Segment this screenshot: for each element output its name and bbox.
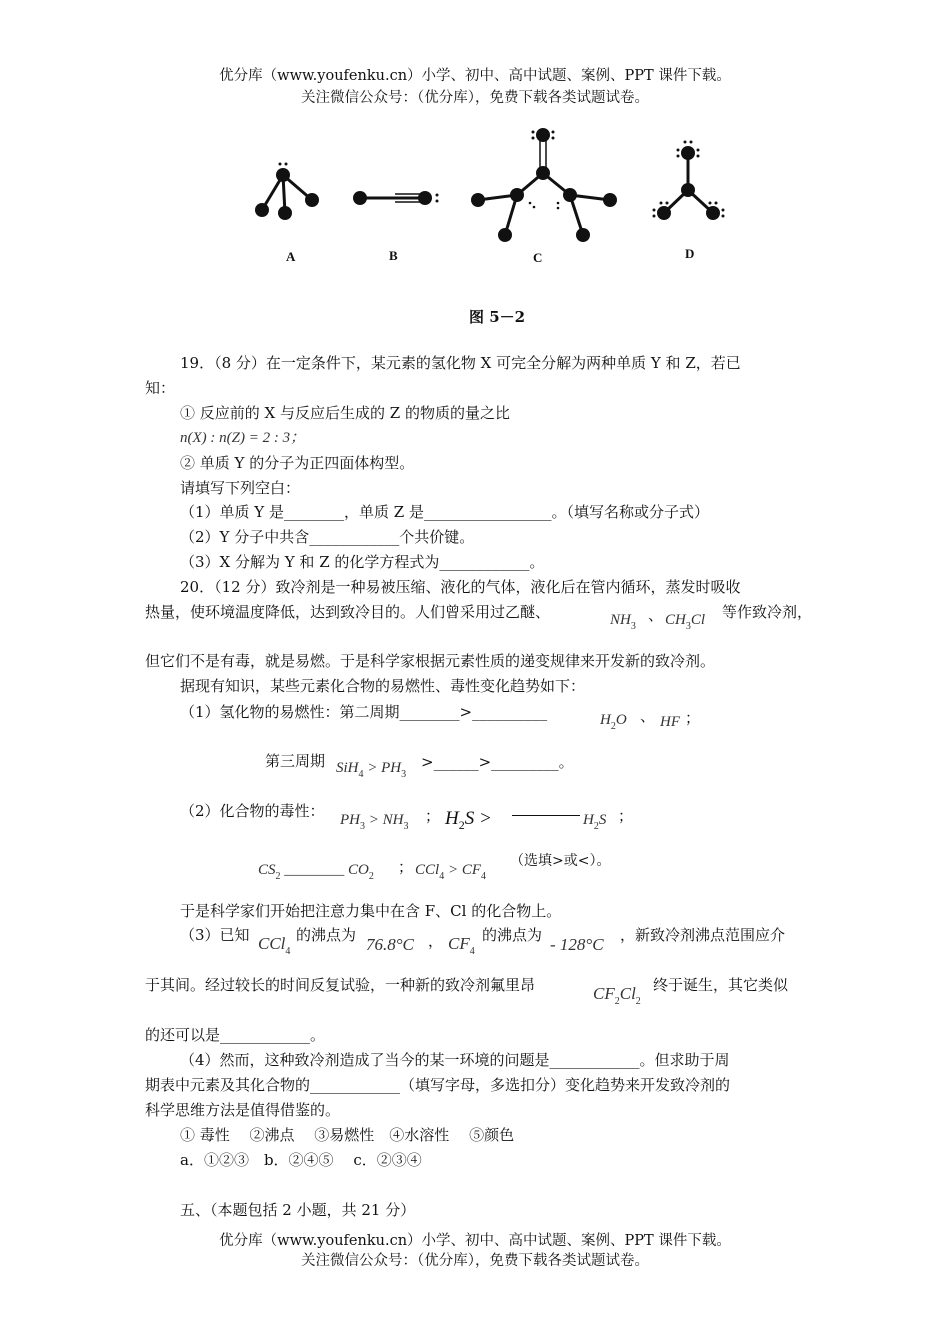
formula-h2s-large: $H_2S$ > — [445, 808, 492, 832]
q20-line-2a: 热量，使环境温度降低，达到致冷目的。人们曾采用过乙醚、 — [145, 603, 551, 621]
q20-part-4c: 科学思维方法是值得借鉴的。 — [145, 1101, 341, 1119]
q20-part-3d: 的沸点为 — [482, 926, 543, 944]
q19-ratio: n(X) : n(Z) = 2 : 3； — [180, 430, 306, 446]
q20-line-3: 但它们不是有毒，就是易燃。于是科学家根据元素性质的递变规律来开发新的致冷剂。 — [145, 652, 716, 670]
q19-condition-1: ① 反应前的 X 与反应后生成的 Z 的物质的量之比 — [180, 404, 510, 422]
footer-line-2: 关注微信公众号：（优分库），免费下载各类试题试卷。 — [301, 1253, 649, 1269]
q20-part-3a: （3）已知 — [180, 926, 250, 944]
formula-ccl4: CCl$_4$ — [258, 934, 291, 957]
formula-nh3: $NH_3$ — [610, 612, 636, 632]
comma: ， — [428, 932, 444, 950]
q20-part-4b: 期表中元素及其化合物的____________（填写字母，多选扣分）变化趋势来开发致冷剂的 — [145, 1076, 731, 1094]
formula-ph3-nh3: $PH_3 > NH_3$ — [340, 812, 409, 832]
semicolon: ； — [685, 709, 701, 727]
formula-h2o: $H_2O$ — [600, 712, 627, 732]
q20-part-3e: ，新致冷剂沸点范围应介 — [620, 926, 786, 944]
q20-part-1: （1）氢化物的易燃性：第二周期________>__________ — [180, 703, 548, 721]
footer-line-1: 优分库（www.youfenku.cn）小学、初中、高中试题、案例、PPT 课件下载。 — [219, 1233, 731, 1249]
q20-line-4: 据现有知识，某些元素化合物的易燃性、毒性变化趋势如下： — [180, 677, 586, 695]
semicolon: ； — [618, 807, 634, 825]
q19-intro-1: 19．（8 分）在一定条件下，某元素的氢化物 X 可完全分解为两种单质 Y 和 Z，若已 — [180, 354, 741, 372]
q20-part-1-period3-blanks: >______>_________。 — [421, 753, 574, 771]
q20-options: ① 毒性 ②沸点 ③易燃性 ④水溶性 ⑤颜色 — [180, 1126, 515, 1144]
q20-part-3b: 的沸点为 — [296, 926, 357, 944]
q19-intro-2: 知： — [145, 379, 176, 397]
formula-ch3cl: $CH_3Cl$ — [665, 612, 706, 632]
molecule-figure — [0, 110, 950, 290]
formula-sih4-ph3: $SiH_4 > PH_3$ — [336, 760, 407, 780]
section-5-heading: 五、（本题包括 2 小题，共 21 分） — [180, 1201, 416, 1219]
semicolon: ； — [398, 858, 414, 876]
boiling-point-ccl4: 76.8°C — [366, 935, 414, 954]
figure-label-a: A — [286, 249, 296, 264]
formula-cs2-co2: $CS_2$ ________ $CO_2$ — [258, 862, 374, 882]
q19-part-2: （2）Y 分子中共含____________个共价键。 — [180, 528, 475, 546]
q19-condition-2: ② 单质 Y 的分子为正四面体构型。 — [180, 454, 415, 472]
q19-part-3: （3）X 分解为 Y 和 Z 的化学方程式为____________。 — [180, 553, 545, 571]
q20-part-2: （2）化合物的毒性： — [180, 802, 325, 820]
header-line-2: 关注微信公众号：（优分库），免费下载各类试题试卷。 — [301, 90, 649, 106]
formula-ccl4-cf4: $CCl_4 > CF_4$ — [415, 862, 486, 882]
molecule-c-diagram — [471, 128, 617, 242]
q20-line-1: 20．（12 分）致冷剂是一种易被压缩、液化的气体，液化后在管内循环，蒸发时吸收 — [180, 578, 741, 596]
q20-line-6b: 终于诞生，其它类似 — [653, 976, 789, 994]
q20-line-6a: 于其间。经过较长的时间反复试验，一种新的致冷剂氟里昂 — [145, 976, 536, 994]
boiling-point-cf4: - 128°C — [550, 935, 604, 954]
separator: 、 — [640, 707, 656, 725]
formula-h2s: $H_2S$ — [583, 812, 607, 832]
q20-part-2-hint: （选填>或<）。 — [510, 853, 611, 869]
blank-line — [512, 815, 580, 816]
molecule-b-diagram — [353, 191, 439, 205]
molecule-a-diagram — [255, 163, 319, 221]
figure-label-d: D — [685, 246, 695, 261]
formula-hf: HF — [660, 714, 680, 730]
semicolon: ； — [425, 807, 441, 825]
q19-part-1: （1）单质 Y 是________，单质 Z 是_________________。（填写名称或分子式） — [180, 503, 709, 521]
header-line-1: 优分库（www.youfenku.cn）小学、初中、高中试题、案例、PPT 课件下载。 — [219, 68, 731, 84]
q20-line-5: 于是科学家们开始把注意力集中在含 F、Cl 的化合物上。 — [180, 902, 562, 920]
q19-fill-prompt: 请填写下列空白： — [180, 479, 301, 497]
q20-line-2b: 等作致冷剂， — [722, 603, 813, 621]
figure-label-c: C — [533, 250, 543, 265]
separator: 、 — [648, 606, 664, 624]
molecule-d-diagram — [653, 141, 725, 221]
formula-cf4: $CF_4$ — [448, 934, 475, 957]
formula-cf2cl2: $CF_2Cl_2$ — [593, 984, 641, 1007]
figure-caption: 图 5－2 — [469, 308, 526, 326]
figure-label-b: B — [389, 248, 398, 263]
q20-choices: a．①②③ b．②④⑤ c．②③④ — [180, 1151, 422, 1169]
q20-part-4a: （4）然而，这种致冷剂造成了当今的某一环境的问题是____________。但求助于周 — [180, 1051, 730, 1069]
q20-line-7: 的还可以是____________。 — [145, 1026, 326, 1044]
q20-part-1-period3: 第三周期 — [265, 752, 326, 770]
